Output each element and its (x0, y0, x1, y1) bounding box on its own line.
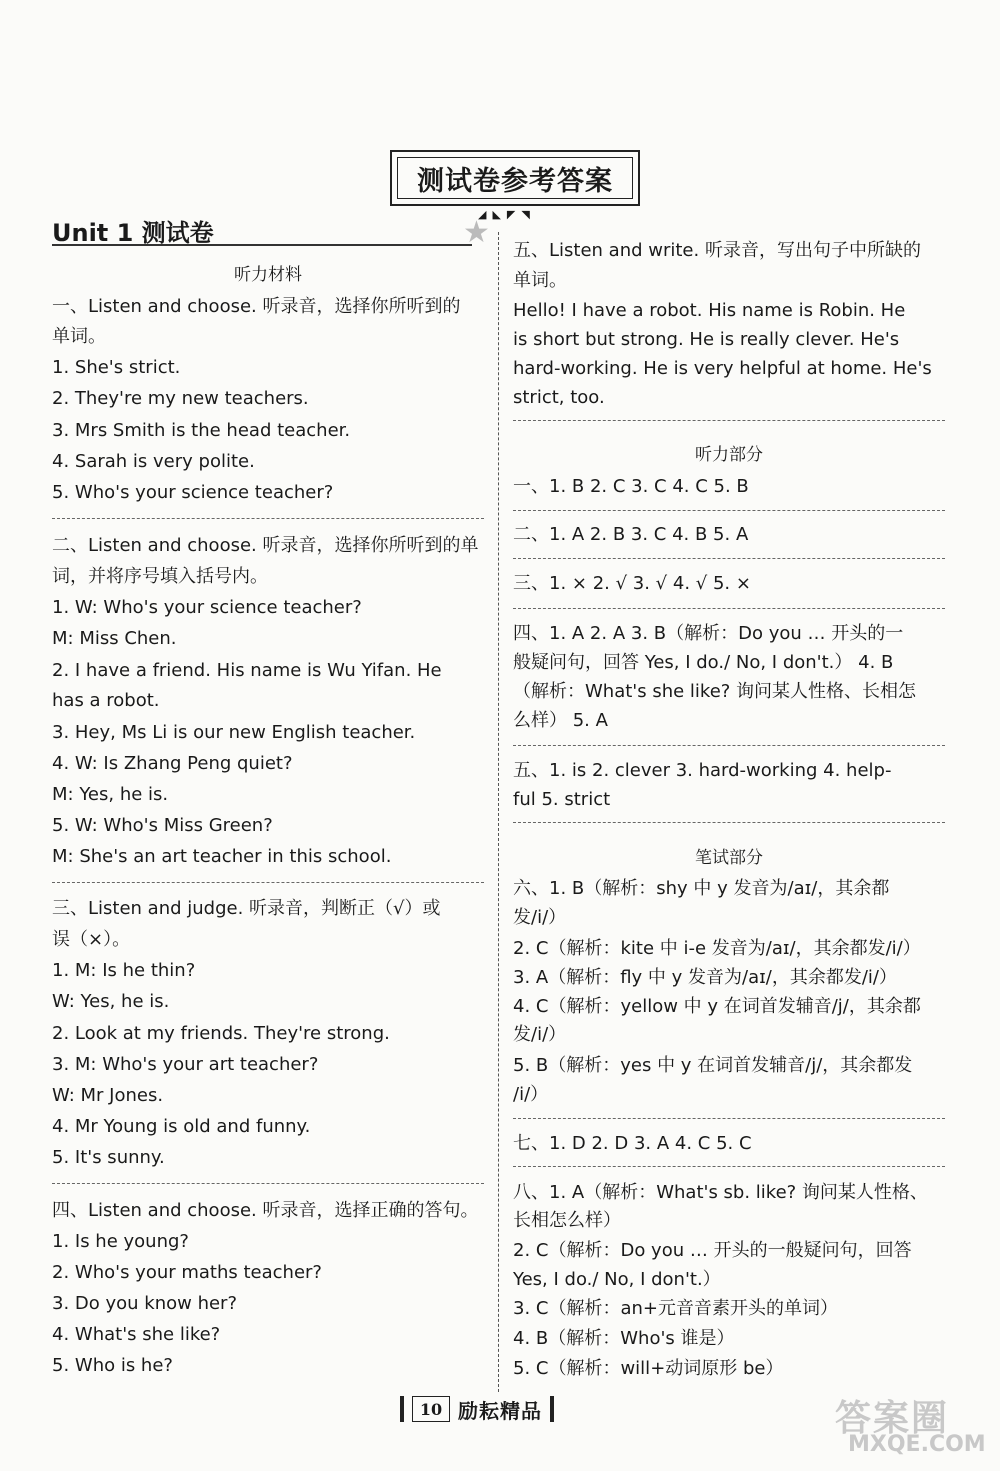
text-line: 2. C（解析：Do you … 开头的一般疑问句，回答 (513, 1240, 912, 1261)
text-line: 1. M: Is he thin? (52, 960, 196, 981)
unit-title-underline (52, 244, 472, 246)
text-line: 误（×）。 (52, 929, 131, 950)
text-line: 5. Who is he? (52, 1355, 173, 1376)
text-line: W: Mr Jones. (52, 1085, 164, 1106)
text-line: 2. They're my new teachers. (52, 388, 309, 409)
section-separator (52, 1183, 484, 1184)
left-heading: 听力材料 (234, 265, 302, 285)
text-line: 词，并将序号填入括号内。 (52, 566, 268, 587)
text-line: 4. What's she like? (52, 1324, 221, 1345)
unit-title: Unit 1 测试卷 (52, 219, 214, 247)
text-line: 么样） 5. A (513, 710, 608, 731)
column-divider (498, 232, 499, 1392)
text-line: 1. Is he young? (52, 1231, 189, 1252)
text-line: 3. C（解析：an+元音音素开头的单词） (513, 1298, 838, 1319)
text-line: 1. W: Who's your science teacher? (52, 597, 362, 618)
text-line: 3. A（解析：fly 中 y 发音为/aɪ/，其余都发/i/） (513, 967, 897, 988)
text-line: is short but strong. He is really clever. He's (513, 329, 900, 350)
text-line: has a robot. (52, 690, 160, 711)
page-title: 测试卷参考答案 (397, 157, 633, 199)
section-separator (513, 608, 945, 609)
text-line: 2. I have a friend. His name is Wu Yifan. He (52, 660, 442, 681)
title-decoration: ◢◣◤◥ (478, 208, 536, 221)
text-line: strict, too. (513, 387, 605, 408)
text-line: 5. Who's your science teacher? (52, 482, 334, 503)
text-line: 发/i/） (513, 1024, 567, 1045)
text-line: 五、Listen and write. 听录音，写出句子中所缺的 (513, 240, 921, 261)
text-line: 单词。 (52, 326, 106, 347)
brand-name: 励耘精品 (458, 1398, 542, 1423)
text-line: （解析：What's she like? 询问某人性格、长相怎 (513, 681, 917, 702)
star-icon: ★ (463, 215, 490, 250)
section-separator (52, 518, 484, 519)
text-line: hard-working. He is very helpful at home. He's (513, 358, 932, 379)
answer-line-7: 七、1. D 2. D 3. A 4. C 5. C (513, 1133, 752, 1154)
answer-line-2: 二、1. A 2. B 3. C 4. B 5. A (513, 524, 749, 545)
text-line: Hello! I have a robot. His name is Robin. He (513, 300, 906, 321)
writing-heading: 笔试部分 (695, 848, 763, 868)
text-line: 5. It's sunny. (52, 1147, 165, 1168)
text-line: 4. B（解析：Who's 谁是） (513, 1328, 735, 1349)
text-line: 单词。 (513, 270, 567, 291)
page-footer (400, 1393, 554, 1425)
text-line: W: Yes, he is. (52, 991, 170, 1012)
footer-bar-right (550, 1396, 554, 1422)
text-line: M: Miss Chen. (52, 628, 177, 649)
text-line: 一、Listen and choose. 听录音，选择你所听到的 (52, 296, 461, 317)
text-line: 发/i/） (513, 907, 567, 928)
text-line: 六、1. B（解析：shy 中 y 发音为/aɪ/，其余都 (513, 878, 890, 899)
answer-line-3: 三、1. × 2. √ 3. √ 4. √ 5. × (513, 573, 751, 594)
footer-bar-left (400, 1396, 404, 1422)
text-line: 3. Do you know her? (52, 1293, 238, 1314)
text-line: 三、Listen and judge. 听录音，判断正（√）或 (52, 898, 441, 919)
text-line: 5. C（解析：will+动词原形 be） (513, 1358, 784, 1379)
text-line: 3. Hey, Ms Li is our new English teacher. (52, 722, 416, 743)
section-separator (52, 882, 484, 883)
text-line: M: She's an art teacher in this school. (52, 846, 392, 867)
text-line: /i/） (513, 1084, 549, 1105)
text-line: 四、Listen and choose. 听录音，选择正确的答句。 (52, 1200, 479, 1221)
section-separator (513, 420, 945, 421)
text-line: 5. B（解析：yes 中 y 在词首发辅音/j/，其余都发 (513, 1055, 913, 1076)
page-title-box (390, 150, 640, 206)
text-line: 2. Who's your maths teacher? (52, 1262, 322, 1283)
text-line: 4. W: Is Zhang Peng quiet? (52, 753, 293, 774)
text-line: M: Yes, he is. (52, 784, 169, 805)
answer-line-1: 一、1. B 2. C 3. C 4. C 5. B (513, 476, 749, 497)
text-line: 4. Mr Young is old and funny. (52, 1116, 311, 1137)
section-separator (513, 1118, 945, 1119)
text-line: Yes, I do./ No, I don't.） (513, 1269, 721, 1290)
text-line: 3. Mrs Smith is the head teacher. (52, 420, 351, 441)
listening-heading: 听力部分 (695, 445, 763, 465)
watermark-logo: 答案圈 (835, 1398, 950, 1439)
text-line: 3. M: Who's your art teacher? (52, 1054, 319, 1075)
section-separator (513, 822, 945, 823)
text-line: 2. C（解析：kite 中 i-e 发音为/aɪ/，其余都发/i/） (513, 938, 921, 959)
text-line: ful 5. strict (513, 789, 611, 810)
text-line: 4. C（解析：yellow 中 y 在词首发辅音/j/，其余都 (513, 996, 921, 1017)
text-line: 八、1. A（解析：What's sb. like? 询问某人性格、 (513, 1182, 928, 1203)
text-line: 五、1. is 2. clever 3. hard-working 4. help- (513, 760, 892, 781)
watermark-url: MXQE.COM (848, 1432, 986, 1457)
section-separator (513, 510, 945, 511)
section-separator (513, 745, 945, 746)
text-line: 长相怎么样） (513, 1210, 621, 1231)
text-line: 二、Listen and choose. 听录音，选择你所听到的单 (52, 535, 479, 556)
page-number: 10 (412, 1396, 450, 1422)
text-line: 1. She's strict. (52, 357, 181, 378)
text-line: 四、1. A 2. A 3. B（解析：Do you … 开头的一 (513, 623, 904, 644)
section-separator (513, 1166, 945, 1167)
section-separator (513, 558, 945, 559)
text-line: 5. W: Who's Miss Green? (52, 815, 273, 836)
text-line: 2. Look at my friends. They're strong. (52, 1023, 390, 1044)
text-line: 4. Sarah is very polite. (52, 451, 255, 472)
text-line: 般疑问句，回答 Yes, I do./ No, I don't.） 4. B (513, 652, 894, 673)
